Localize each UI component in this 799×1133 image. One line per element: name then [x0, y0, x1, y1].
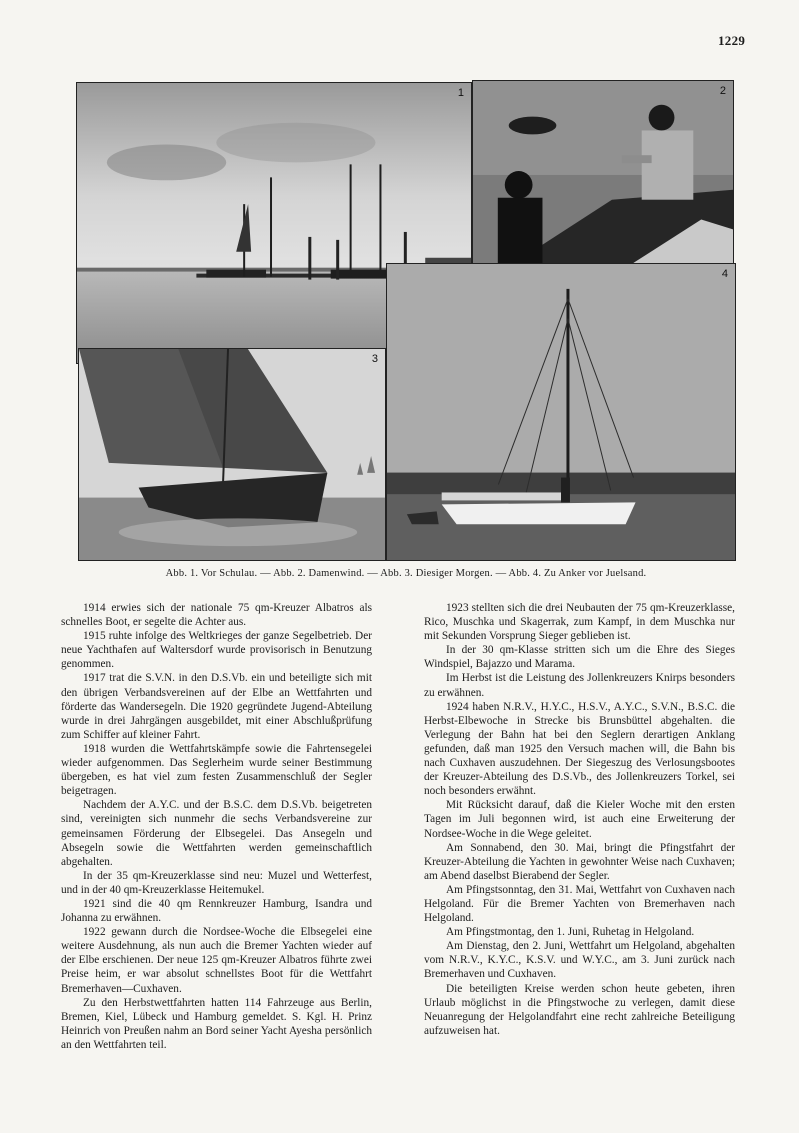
right-text-column [424, 601, 735, 1038]
paragraph: Am Dienstag, den 2. Juni, Wettfahrt um Helgoland, abgehalten vom N.R.V., K.Y.C., K.S.V. und W.Y.C., am 3. Juni zurück nach Bremerhaven und Cuxhaven. [424, 940, 735, 981]
boat-crew-image [473, 81, 733, 264]
page-number: 1229 [718, 33, 746, 48]
paragraph: Nachdem der A.Y.C. und der B.S.C. dem D.S.Vb. beigetreten sind, vereinigten sich nunmehr die sechs Verbandsvereine zur gemeinsamen Förderung der Elbsegelei. Das Ansegeln und Absegeln sowie die Wettfahrten werden gemeinschaftlich abgehalten. [61, 799, 372, 868]
photo-2-boat-crew [472, 80, 734, 265]
paragraph: 1917 trat die S.V.N. in den D.S.Vb. ein und beteiligte sich mit den übrigen Verbandsvereinen auf der Elbe an Wettfahrten und förderte das Wandersegeln. Die 1920 gegründete Jugend-Abteilung wurde in drei Jahrgängen ausgebildet, mit einer Abschlußprüfung zum Schiffer auf kleiner Fahrt. [61, 672, 372, 741]
photo-3-number: 3 [371, 353, 378, 365]
photo-3-sailing-yacht [78, 348, 386, 561]
paragraph: In der 30 qm-Klasse stritten sich um die Ehre des Sieges Windspiel, Bajazzo und Marama. [424, 644, 735, 671]
paragraph: 1923 stellten sich die drei Neubauten der 75 qm-Kreuzerklasse, Rico, Muschka und Skagerrak, zum Kampf, in dem Muschka nur mit Sekunden Vorsprung Sieger geblieben ist. [424, 602, 735, 643]
photo-collage [74, 80, 738, 563]
paragraph: 1914 erwies sich der nationale 75 qm-Kreuzer Albatros als schnelles Boot, er segelte die Achter aus. [61, 602, 372, 629]
photo-4-yacht-at-anchor [386, 263, 736, 561]
paragraph: 1922 gewann durch die Nordsee-Woche die Elbsegelei eine weitere Ausdehnung, als nun auch die Bremer Yachten wieder auf der Elbe erschienen. Der neue 125 qm-Kreuzer Albatros führte zwei Preise heim, er war absolut schnellstes Boot für die Wettfahrt Bremerhaven—Cuxhaven. [61, 926, 372, 995]
paragraph: 1918 wurden die Wettfahrtskämpfe sowie die Fahrtensegelei wieder aufgenommen. Das Seglerheim wurde seiner Bestimmung übergeben, es hat viel zum festen Zusammenschluß der Segler beigetragen. [61, 742, 372, 798]
figure-caption: Abb. 1. Vor Schulau. — Abb. 2. Damenwind. — Abb. 3. Diesiger Morgen. — Abb. 4. Zu Anker vor Juelsand. [165, 568, 647, 579]
photo-1-number: 1 [457, 87, 464, 99]
paragraph: Am Pfingstmontag, den 1. Juni, Ruhetag in Helgoland. [446, 926, 695, 939]
paragraph: Die beteiligten Kreise werden schon heute gebeten, ihren Urlaub möglichst in die Pfingstwoche zu verlegen, damit diese Neuanregung der Helgolandfahrt eine recht zahlreiche Beteiligung aufzuweisen hat. [424, 982, 735, 1037]
paragraph: Zu den Herbstwettfahrten hatten 114 Fahrzeuge aus Berlin, Bremen, Kiel, Lübeck und Hamburg gemeldet. S. Kgl. H. Prinz Heinrich von Preußen nahm an Bord seiner Yacht Ayesha persönlich an den Wettfahrten teil. [61, 996, 372, 1051]
paragraph: Am Pfingstsonntag, den 31. Mai, Wettfahrt von Cuxhaven nach Helgoland. Für die Bremer Yachten von Bremerhaven nach Helgoland. [424, 883, 735, 925]
sailing-yacht-image [79, 349, 385, 560]
paragraph: Im Herbst ist die Leistung des Jollenkreuzers Knirps besonders zu erwähnen. [424, 672, 735, 699]
left-text-column [61, 601, 372, 1052]
paragraph: In der 35 qm-Kreuzerklasse sind neu: Muzel und Wetterfest, und in der 40 qm-Kreuzerklasse Heitemukel. [61, 869, 372, 896]
paragraph: 1921 sind die 40 qm Rennkreuzer Hamburg, Isandra und Johanna zu erwähnen. [61, 897, 372, 925]
paragraph: 1924 haben N.R.V., H.Y.C., H.S.V., A.Y.C., S.V.N., B.S.C. die Herbst-Elbewoche in Strecke bis Brunsbüttel abgehalten. die Verlegung der Bahn hat bei den Seglern derartigen Anklang gefunden, daß man 1925 den Versuch machen will, die Bahn bis nach Cuxhaven auszudehnen. Der Siegeszug des Verlosungsbootes der Kreuzer-Abteilung des D.S.Vb., des Jollenkreuzers Torkel, sei noch besonders erwähnt. [424, 700, 735, 798]
yacht-at-anchor-image [387, 264, 735, 560]
paragraph: Mit Rücksicht darauf, daß die Kieler Woche mit den ersten Tagen im Juli begonnen wird, ist auch eine Erweiterung der Nordsee-Woche in die Wege geleitet. [424, 799, 735, 840]
paragraph: Am Sonnabend, den 30. Mai, bringt die Pfingstfahrt der Kreuzer-Abteilung die Yachten in gewohnter Weise nach Cuxhaven; am Abend daselbst Bierabend der Segler. [424, 841, 735, 882]
photo-2-number: 2 [719, 85, 726, 97]
paragraph: 1915 ruhte infolge des Weltkrieges der ganze Segelbetrieb. Der neue Yachthafen auf Waltersdorf wurde provisorisch in Benutzung genommen. [61, 630, 372, 671]
photo-4-number: 4 [721, 268, 728, 280]
